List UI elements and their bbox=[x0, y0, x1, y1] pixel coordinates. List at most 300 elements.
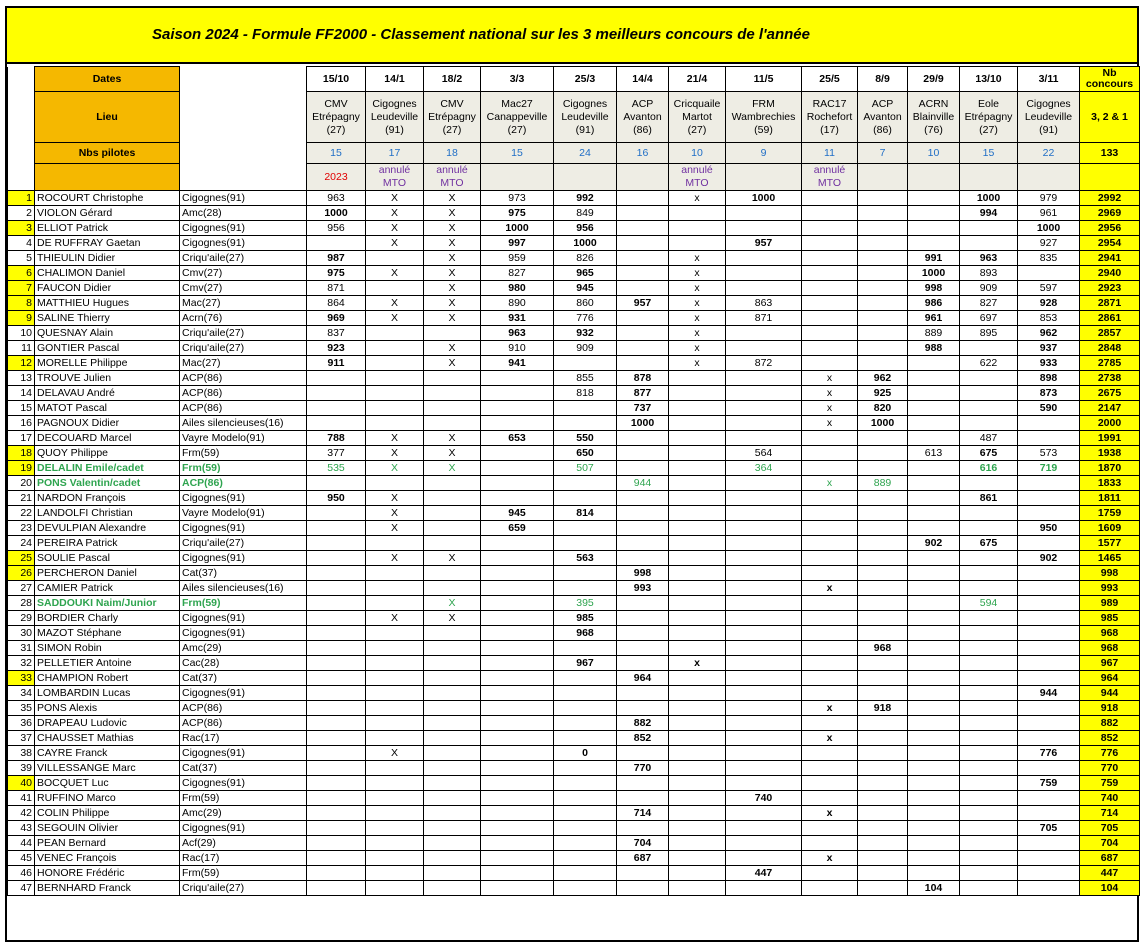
pilot-score bbox=[617, 266, 669, 281]
event-note: annulé MTO bbox=[424, 164, 481, 191]
pilot-score bbox=[858, 566, 908, 581]
pilot-score bbox=[1018, 626, 1080, 641]
pilot-name: LANDOLFI Christian bbox=[35, 506, 180, 521]
pilot-score bbox=[858, 446, 908, 461]
pilot-total: 985 bbox=[1080, 611, 1140, 626]
pilot-score bbox=[481, 536, 554, 551]
pilot-score bbox=[617, 611, 669, 626]
pilot-score: 590 bbox=[1018, 401, 1080, 416]
pilot-row bbox=[8, 671, 1140, 686]
pilot-club: Criqu'aile(27) bbox=[180, 326, 307, 341]
pilot-score bbox=[960, 761, 1018, 776]
pilot-club: Cigognes(91) bbox=[180, 236, 307, 251]
pilot-score: 788 bbox=[307, 431, 366, 446]
event-location-line: Etrépagny bbox=[428, 110, 476, 123]
event-location bbox=[554, 92, 617, 143]
pilot-club: Cigognes(91) bbox=[180, 521, 307, 536]
pilot-score bbox=[366, 566, 424, 581]
pilot-rank: 15 bbox=[8, 401, 35, 416]
pilot-score bbox=[617, 236, 669, 251]
pilot-score: 737 bbox=[617, 401, 669, 416]
event-location-line: (86) bbox=[633, 123, 652, 136]
pilot-row bbox=[8, 566, 1140, 581]
pilot-score bbox=[307, 716, 366, 731]
pilots-count-label: Nbs pilotes bbox=[35, 143, 180, 164]
pilot-score bbox=[366, 326, 424, 341]
event-date: 14/4 bbox=[617, 67, 669, 92]
pilot-score bbox=[366, 701, 424, 716]
pilot-total: 968 bbox=[1080, 626, 1140, 641]
pilot-score: x bbox=[669, 296, 726, 311]
pilot-score bbox=[858, 251, 908, 266]
pilot-score: 993 bbox=[617, 581, 669, 596]
pilot-score bbox=[858, 356, 908, 371]
pilot-score bbox=[669, 776, 726, 791]
pilot-score bbox=[802, 656, 858, 671]
pilot-club: Cigognes(91) bbox=[180, 221, 307, 236]
pilot-score bbox=[481, 806, 554, 821]
pilot-score bbox=[424, 791, 481, 806]
header-corner bbox=[8, 92, 35, 143]
pilot-rank: 14 bbox=[8, 386, 35, 401]
pilot-row bbox=[8, 641, 1140, 656]
pilot-name: PEREIRA Patrick bbox=[35, 536, 180, 551]
pilot-row bbox=[8, 746, 1140, 761]
pilot-score: 923 bbox=[307, 341, 366, 356]
pilot-rank: 40 bbox=[8, 776, 35, 791]
pilot-score: 945 bbox=[481, 506, 554, 521]
event-pilot-count: 7 bbox=[858, 143, 908, 164]
pilot-score bbox=[858, 206, 908, 221]
pilot-score: 973 bbox=[481, 191, 554, 206]
pilot-score: 957 bbox=[617, 296, 669, 311]
pilot-club: Criqu'aile(27) bbox=[180, 341, 307, 356]
pilot-score bbox=[858, 836, 908, 851]
pilot-score bbox=[726, 566, 802, 581]
dates-label: Dates bbox=[35, 67, 180, 92]
event-location-line: Blainville bbox=[912, 110, 955, 123]
pilot-score bbox=[726, 371, 802, 386]
pilot-name: DECOUARD Marcel bbox=[35, 431, 180, 446]
pilot-score: 956 bbox=[554, 221, 617, 236]
pilot-score: 911 bbox=[307, 356, 366, 371]
event-location-line: (76) bbox=[924, 123, 943, 136]
pilot-score bbox=[802, 446, 858, 461]
pilot-score: 941 bbox=[481, 356, 554, 371]
event-location-line: Etrépagny bbox=[312, 110, 360, 123]
pilot-rank: 8 bbox=[8, 296, 35, 311]
pilot-score bbox=[1018, 656, 1080, 671]
pilot-score: 1000 bbox=[481, 221, 554, 236]
pilot-score: 853 bbox=[1018, 311, 1080, 326]
pilot-club: Cigognes(91) bbox=[180, 746, 307, 761]
pilot-score bbox=[908, 491, 960, 506]
event-location-line: ACP bbox=[631, 97, 654, 110]
pilot-score bbox=[908, 836, 960, 851]
pilot-score: 992 bbox=[554, 191, 617, 206]
pilot-club: Amc(29) bbox=[180, 806, 307, 821]
pilot-score bbox=[366, 401, 424, 416]
pilot-score bbox=[726, 221, 802, 236]
pilot-score: 925 bbox=[858, 386, 908, 401]
header-corner bbox=[8, 67, 35, 92]
event-note bbox=[1018, 164, 1080, 191]
pilot-score: x bbox=[669, 326, 726, 341]
pilot-score bbox=[424, 656, 481, 671]
pilot-score bbox=[726, 746, 802, 761]
pilot-score bbox=[908, 416, 960, 431]
event-location-line: Etrépagny bbox=[964, 110, 1013, 123]
pilot-score bbox=[960, 671, 1018, 686]
pilot-name: CHAUSSET Mathias bbox=[35, 731, 180, 746]
pilot-score: 770 bbox=[617, 761, 669, 776]
pilot-score bbox=[669, 626, 726, 641]
pilot-total: 1609 bbox=[1080, 521, 1140, 536]
pilot-score bbox=[424, 701, 481, 716]
pilot-score bbox=[960, 656, 1018, 671]
event-location-line: (27) bbox=[442, 123, 462, 136]
pilot-score bbox=[669, 581, 726, 596]
event-location bbox=[802, 92, 858, 143]
pilot-score: 968 bbox=[858, 641, 908, 656]
pilot-score: X bbox=[424, 341, 481, 356]
pilot-score bbox=[802, 551, 858, 566]
pilot-score bbox=[960, 686, 1018, 701]
pilot-total: 740 bbox=[1080, 791, 1140, 806]
pilot-score bbox=[858, 746, 908, 761]
pilot-score: 687 bbox=[617, 851, 669, 866]
event-location-line: (86) bbox=[873, 123, 892, 136]
pilot-score bbox=[366, 476, 424, 491]
pilot-score: 1000 bbox=[908, 266, 960, 281]
pilot-score bbox=[1018, 581, 1080, 596]
pilot-total: 852 bbox=[1080, 731, 1140, 746]
pilot-total: 1811 bbox=[1080, 491, 1140, 506]
pilot-score bbox=[424, 326, 481, 341]
pilot-score: 985 bbox=[554, 611, 617, 626]
pilot-score bbox=[908, 701, 960, 716]
pilot-score bbox=[481, 581, 554, 596]
pilot-score bbox=[908, 716, 960, 731]
pilot-score bbox=[802, 686, 858, 701]
pilot-score bbox=[726, 416, 802, 431]
event-note bbox=[617, 164, 669, 191]
pilot-total: 704 bbox=[1080, 836, 1140, 851]
pilot-score: 994 bbox=[960, 206, 1018, 221]
pilot-score bbox=[1018, 566, 1080, 581]
pilot-score: x bbox=[669, 356, 726, 371]
pilot-score bbox=[669, 806, 726, 821]
pilot-score bbox=[307, 791, 366, 806]
pilot-score bbox=[726, 401, 802, 416]
pilot-club: Cmv(27) bbox=[180, 281, 307, 296]
pilot-score bbox=[481, 641, 554, 656]
pilot-score bbox=[1018, 806, 1080, 821]
pilot-score bbox=[726, 851, 802, 866]
pilot-score bbox=[802, 881, 858, 896]
pilot-rank: 42 bbox=[8, 806, 35, 821]
pilot-score bbox=[669, 881, 726, 896]
pilot-score bbox=[908, 656, 960, 671]
pilot-score bbox=[307, 416, 366, 431]
pilot-score bbox=[617, 866, 669, 881]
pilot-score bbox=[617, 881, 669, 896]
pilot-total: 967 bbox=[1080, 656, 1140, 671]
pilot-club: Ailes silencieuses(16) bbox=[180, 581, 307, 596]
pilot-score bbox=[960, 881, 1018, 896]
pilot-club: Vayre Modelo(91) bbox=[180, 506, 307, 521]
pilot-score: 873 bbox=[1018, 386, 1080, 401]
event-note: annulé MTO bbox=[669, 164, 726, 191]
header-corner bbox=[8, 164, 35, 191]
pilot-score bbox=[960, 551, 1018, 566]
event-pilot-count: 10 bbox=[908, 143, 960, 164]
pilot-score: 820 bbox=[858, 401, 908, 416]
pilot-score: 827 bbox=[960, 296, 1018, 311]
pilot-score bbox=[554, 821, 617, 836]
event-location-line: RAC17 bbox=[812, 97, 847, 110]
pilot-score bbox=[424, 806, 481, 821]
pilot-score: 740 bbox=[726, 791, 802, 806]
pilot-rank: 11 bbox=[8, 341, 35, 356]
pilot-row bbox=[8, 476, 1140, 491]
pilot-score bbox=[669, 476, 726, 491]
event-pilot-count: 22 bbox=[1018, 143, 1080, 164]
pilot-score bbox=[307, 536, 366, 551]
pilot-rank: 2 bbox=[8, 206, 35, 221]
pilot-score bbox=[960, 386, 1018, 401]
pilot-row bbox=[8, 881, 1140, 896]
event-date: 3/11 bbox=[1018, 67, 1080, 92]
pilot-score bbox=[726, 251, 802, 266]
pilot-name: SALINE Thierry bbox=[35, 311, 180, 326]
pilot-score bbox=[366, 731, 424, 746]
pilot-score: 653 bbox=[481, 431, 554, 446]
pilot-score bbox=[802, 821, 858, 836]
pilot-score bbox=[307, 761, 366, 776]
pilot-score bbox=[802, 836, 858, 851]
event-location-line: (27) bbox=[979, 123, 998, 136]
pilot-rank: 9 bbox=[8, 311, 35, 326]
pilot-total: 944 bbox=[1080, 686, 1140, 701]
pilot-score: 1000 bbox=[554, 236, 617, 251]
pilot-name: VIOLON Gérard bbox=[35, 206, 180, 221]
pilot-name: THIEULIN Didier bbox=[35, 251, 180, 266]
pilot-score bbox=[908, 191, 960, 206]
pilot-score: 950 bbox=[1018, 521, 1080, 536]
pilot-name: SOULIE Pascal bbox=[35, 551, 180, 566]
pilot-score bbox=[366, 251, 424, 266]
pilot-total: 1759 bbox=[1080, 506, 1140, 521]
pilot-club: Cigognes(91) bbox=[180, 191, 307, 206]
pilot-total: 968 bbox=[1080, 641, 1140, 656]
pilot-score: X bbox=[366, 221, 424, 236]
pilot-score bbox=[481, 566, 554, 581]
pilot-score: 573 bbox=[1018, 446, 1080, 461]
pilot-score: 550 bbox=[554, 431, 617, 446]
pilot-rank: 46 bbox=[8, 866, 35, 881]
event-location-line: (91) bbox=[385, 123, 404, 136]
pilot-score bbox=[554, 716, 617, 731]
pilot-score bbox=[481, 791, 554, 806]
pilot-score bbox=[307, 401, 366, 416]
pilot-name: CHAMPION Robert bbox=[35, 671, 180, 686]
event-location-line: (27) bbox=[687, 123, 707, 136]
pilot-name: MATOT Pascal bbox=[35, 401, 180, 416]
pilot-score bbox=[858, 881, 908, 896]
pilot-score: X bbox=[424, 596, 481, 611]
pilot-score bbox=[960, 221, 1018, 236]
pilot-score bbox=[858, 776, 908, 791]
pilot-rank: 47 bbox=[8, 881, 35, 896]
pilot-score: 827 bbox=[481, 266, 554, 281]
pilot-club: ACP(86) bbox=[180, 401, 307, 416]
pilot-total: 2871 bbox=[1080, 296, 1140, 311]
pilot-score: X bbox=[366, 206, 424, 221]
pilot-total: 2923 bbox=[1080, 281, 1140, 296]
nb-concours-sub: 3, 2 & 1 bbox=[1080, 92, 1140, 143]
event-date: 11/5 bbox=[726, 67, 802, 92]
pilot-score: 902 bbox=[1018, 551, 1080, 566]
pilot-row bbox=[8, 191, 1140, 206]
pilot-row bbox=[8, 341, 1140, 356]
pilot-score: 945 bbox=[554, 281, 617, 296]
pilot-score: X bbox=[424, 611, 481, 626]
event-date: 8/9 bbox=[858, 67, 908, 92]
pilot-score bbox=[554, 761, 617, 776]
pilot-score bbox=[481, 401, 554, 416]
pilot-score: 697 bbox=[960, 311, 1018, 326]
pilot-score: 863 bbox=[726, 296, 802, 311]
pilot-score bbox=[366, 581, 424, 596]
pilot-score bbox=[858, 326, 908, 341]
pilot-score bbox=[554, 641, 617, 656]
pilot-score bbox=[960, 806, 1018, 821]
pilot-total: 882 bbox=[1080, 716, 1140, 731]
pilot-score bbox=[554, 581, 617, 596]
pilot-score: X bbox=[366, 266, 424, 281]
pilot-rank: 21 bbox=[8, 491, 35, 506]
pilot-score bbox=[1018, 266, 1080, 281]
pilot-score bbox=[424, 776, 481, 791]
pilot-total: 2954 bbox=[1080, 236, 1140, 251]
pilot-score: 364 bbox=[726, 461, 802, 476]
pilot-score bbox=[802, 641, 858, 656]
pilot-name: GONTIER Pascal bbox=[35, 341, 180, 356]
pilot-score bbox=[481, 551, 554, 566]
pilot-score bbox=[481, 866, 554, 881]
event-location-line: Canappeville bbox=[486, 110, 548, 123]
pilot-score bbox=[669, 551, 726, 566]
pilot-score bbox=[802, 566, 858, 581]
pilot-row bbox=[8, 791, 1140, 806]
pilot-name: ELLIOT Patrick bbox=[35, 221, 180, 236]
pilot-name: ROCOURT Christophe bbox=[35, 191, 180, 206]
pilot-name: PELLETIER Antoine bbox=[35, 656, 180, 671]
pilot-score bbox=[858, 596, 908, 611]
pilot-score bbox=[307, 626, 366, 641]
pilot-score bbox=[858, 851, 908, 866]
event-note bbox=[960, 164, 1018, 191]
event-location-line: Eole bbox=[977, 97, 999, 110]
pilot-score bbox=[726, 626, 802, 641]
pilot-score bbox=[424, 506, 481, 521]
pilot-row bbox=[8, 446, 1140, 461]
pilot-score: 927 bbox=[1018, 236, 1080, 251]
pilot-total: 1465 bbox=[1080, 551, 1140, 566]
pilot-score bbox=[554, 401, 617, 416]
event-location bbox=[858, 92, 908, 143]
pilot-score: 937 bbox=[1018, 341, 1080, 356]
pilot-score bbox=[726, 611, 802, 626]
pilot-score bbox=[802, 626, 858, 641]
pilot-row bbox=[8, 206, 1140, 221]
pilot-score bbox=[858, 581, 908, 596]
pilot-score: 377 bbox=[307, 446, 366, 461]
event-location-line: Wambrechies bbox=[731, 110, 796, 123]
event-date: 14/1 bbox=[366, 67, 424, 92]
pilot-total: 770 bbox=[1080, 761, 1140, 776]
event-location-line: (91) bbox=[575, 123, 595, 136]
pilot-score: x bbox=[802, 371, 858, 386]
pilot-club: Acf(29) bbox=[180, 836, 307, 851]
pilot-rank: 24 bbox=[8, 536, 35, 551]
pilot-score: 968 bbox=[554, 626, 617, 641]
pilot-row bbox=[8, 506, 1140, 521]
pilot-score bbox=[307, 686, 366, 701]
pilot-score bbox=[481, 761, 554, 776]
pilot-score bbox=[960, 506, 1018, 521]
pilot-score: 963 bbox=[960, 251, 1018, 266]
pilot-name: CAMIER Patrick bbox=[35, 581, 180, 596]
pilot-score bbox=[424, 491, 481, 506]
header-empty bbox=[35, 164, 180, 191]
pilot-total: 998 bbox=[1080, 566, 1140, 581]
pilot-score: 507 bbox=[554, 461, 617, 476]
pilot-score bbox=[669, 746, 726, 761]
ranking-table bbox=[7, 66, 1140, 896]
pilot-score bbox=[481, 881, 554, 896]
pilot-club: Cigognes(91) bbox=[180, 821, 307, 836]
pilot-score bbox=[554, 566, 617, 581]
pilot-score: 998 bbox=[908, 281, 960, 296]
pilot-score bbox=[554, 476, 617, 491]
pilot-score bbox=[726, 716, 802, 731]
pilot-row bbox=[8, 581, 1140, 596]
pilot-score: X bbox=[424, 251, 481, 266]
pilot-score bbox=[424, 476, 481, 491]
pilot-score: 980 bbox=[481, 281, 554, 296]
pilot-score bbox=[554, 536, 617, 551]
pilot-score: 675 bbox=[960, 536, 1018, 551]
pilot-score: 889 bbox=[858, 476, 908, 491]
pilot-club: Cmv(27) bbox=[180, 266, 307, 281]
pilot-score bbox=[802, 326, 858, 341]
pilot-score bbox=[669, 596, 726, 611]
pilot-score bbox=[617, 281, 669, 296]
pilot-score bbox=[726, 206, 802, 221]
pilot-club: Cat(37) bbox=[180, 761, 307, 776]
event-location bbox=[307, 92, 366, 143]
pilot-club: ACP(86) bbox=[180, 476, 307, 491]
pilot-score bbox=[858, 686, 908, 701]
pilot-score bbox=[669, 731, 726, 746]
pilot-score bbox=[1018, 866, 1080, 881]
pilot-name: SADDOUKI Naim/Junior bbox=[35, 596, 180, 611]
pilot-score bbox=[669, 821, 726, 836]
pilot-score bbox=[726, 491, 802, 506]
pilot-total: 2861 bbox=[1080, 311, 1140, 326]
